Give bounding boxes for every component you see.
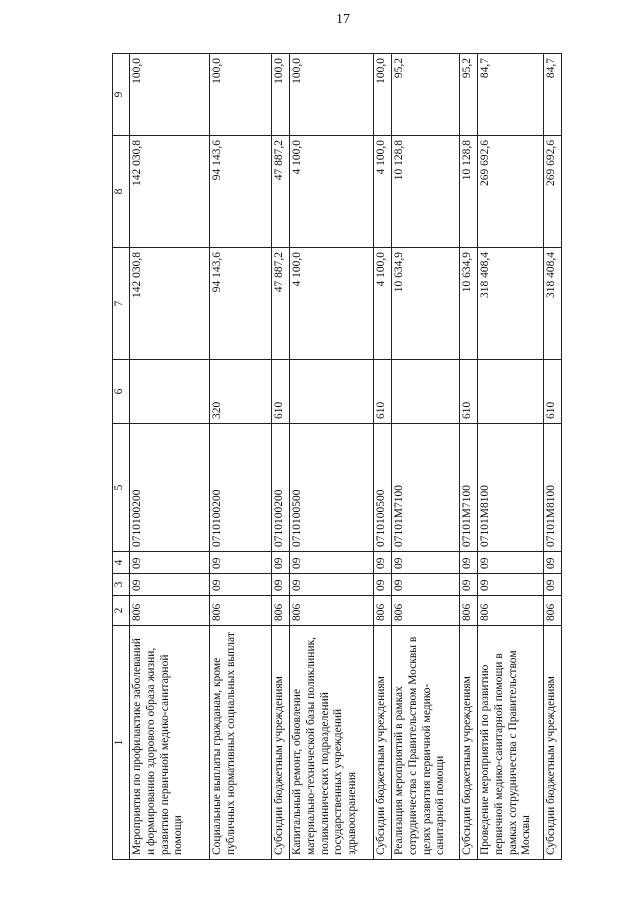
cell-expense-type: 320 [210,360,272,424]
column-header: 2 [113,596,130,626]
cell-target-article: 0710100500 [290,424,374,552]
table-row [290,54,374,860]
column-header: 5 [113,424,130,552]
cell-ministry: 806 [478,596,544,626]
cell-subsection: 09 [272,552,290,574]
column-header: 3 [113,574,130,596]
cell-ministry: 806 [392,596,460,626]
column-number-row [113,54,130,860]
cell-percent: 100,0 [130,54,210,136]
cell-expense-type [392,360,460,424]
cell-percent: 95,2 [392,54,460,136]
cell-subsection: 09 [544,552,562,574]
row-name: Субсидии бюджетным учреждениям [460,626,478,860]
table-row [392,54,460,860]
cell-target-article: 0710100200 [210,424,272,552]
cell-section: 09 [130,574,210,596]
cell-target-article: 0710100500 [374,424,392,552]
row-name: Субсидии бюджетным учреждениям [544,626,562,860]
cell-percent: 95,2 [460,54,478,136]
row-name: Социальные выплаты гражданам, кроме публичных нормативных социальных выплат [210,626,272,860]
column-header: 9 [113,54,130,136]
cell-planned: 94 143,6 [210,248,272,360]
cell-ministry: 806 [290,596,374,626]
budget-table-area [112,54,612,860]
cell-subsection: 09 [210,552,272,574]
cell-planned: 10 634,9 [460,248,478,360]
row-name: Реализация мероприятий в рамках сотрудничества с Правительством Москвы в целях развития первичной медико-санитарной помощи [392,626,460,860]
cell-expense-type [290,360,374,424]
table-row [544,54,562,860]
column-header: 1 [113,626,130,860]
cell-executed: 4 100,0 [290,136,374,248]
cell-executed: 47 887,2 [272,136,290,248]
cell-planned: 318 408,4 [478,248,544,360]
cell-subsection: 09 [460,552,478,574]
cell-ministry: 806 [210,596,272,626]
cell-section: 09 [272,574,290,596]
cell-expense-type [478,360,544,424]
cell-section: 09 [460,574,478,596]
cell-subsection: 09 [130,552,210,574]
column-header: 8 [113,136,130,248]
cell-ministry: 806 [272,596,290,626]
row-name: Субсидии бюджетным учреждениям [272,626,290,860]
rotated-table-frame [112,54,612,860]
row-name: Проведение мероприятий по развитию первичной медико-санитарной помощи в рамках сотрудничества с Правительством Москвы [478,626,544,860]
cell-executed: 94 143,6 [210,136,272,248]
cell-planned: 4 100,0 [374,248,392,360]
table-row [374,54,392,860]
cell-target-article: 07101M7100 [460,424,478,552]
cell-expense-type [130,360,210,424]
cell-subsection: 09 [290,552,374,574]
cell-percent: 100,0 [210,54,272,136]
table-row [460,54,478,860]
cell-planned: 47 887,2 [272,248,290,360]
cell-section: 09 [290,574,374,596]
cell-planned: 10 634,9 [392,248,460,360]
table-row [272,54,290,860]
cell-percent: 84,7 [544,54,562,136]
cell-section: 09 [210,574,272,596]
cell-executed: 142 030,8 [130,136,210,248]
cell-percent: 100,0 [290,54,374,136]
cell-expense-type: 610 [460,360,478,424]
cell-executed: 4 100,0 [374,136,392,248]
cell-ministry: 806 [544,596,562,626]
page-number: 17 [336,12,350,27]
column-header: 6 [113,360,130,424]
cell-ministry: 806 [460,596,478,626]
cell-target-article: 0710100200 [272,424,290,552]
cell-planned: 318 408,4 [544,248,562,360]
cell-section: 09 [544,574,562,596]
cell-executed: 269 692,6 [544,136,562,248]
row-name: Капитальный ремонт, обновление материально-технической базы поликлиник, поликлинических подразделений государственных учреждений здравоохранения [290,626,374,860]
cell-executed: 269 692,6 [478,136,544,248]
cell-target-article: 07101M8100 [544,424,562,552]
cell-section: 09 [374,574,392,596]
cell-executed: 10 128,8 [460,136,478,248]
cell-subsection: 09 [478,552,544,574]
column-header: 4 [113,552,130,574]
cell-percent: 100,0 [272,54,290,136]
cell-planned: 4 100,0 [290,248,374,360]
cell-executed: 10 128,8 [392,136,460,248]
cell-target-article: 0710100200 [130,424,210,552]
cell-section: 09 [392,574,460,596]
table-row [130,54,210,860]
cell-percent: 100,0 [374,54,392,136]
row-name: Мероприятия по профилактике заболеваний и формированию здорового образа жизни, развитию первичной медико-санитарной помощи [130,626,210,860]
row-name: Субсидии бюджетным учреждениям [374,626,392,860]
cell-expense-type: 610 [272,360,290,424]
cell-percent: 84,7 [478,54,544,136]
cell-ministry: 806 [130,596,210,626]
column-header: 7 [113,248,130,360]
cell-subsection: 09 [374,552,392,574]
cell-expense-type: 610 [374,360,392,424]
cell-target-article: 07101M7100 [392,424,460,552]
cell-ministry: 806 [374,596,392,626]
cell-subsection: 09 [392,552,460,574]
cell-section: 09 [478,574,544,596]
cell-planned: 142 030,8 [130,248,210,360]
table-row [210,54,272,860]
cell-target-article: 07101M8100 [478,424,544,552]
cell-expense-type: 610 [544,360,562,424]
budget-table [112,53,562,860]
table-row [478,54,544,860]
